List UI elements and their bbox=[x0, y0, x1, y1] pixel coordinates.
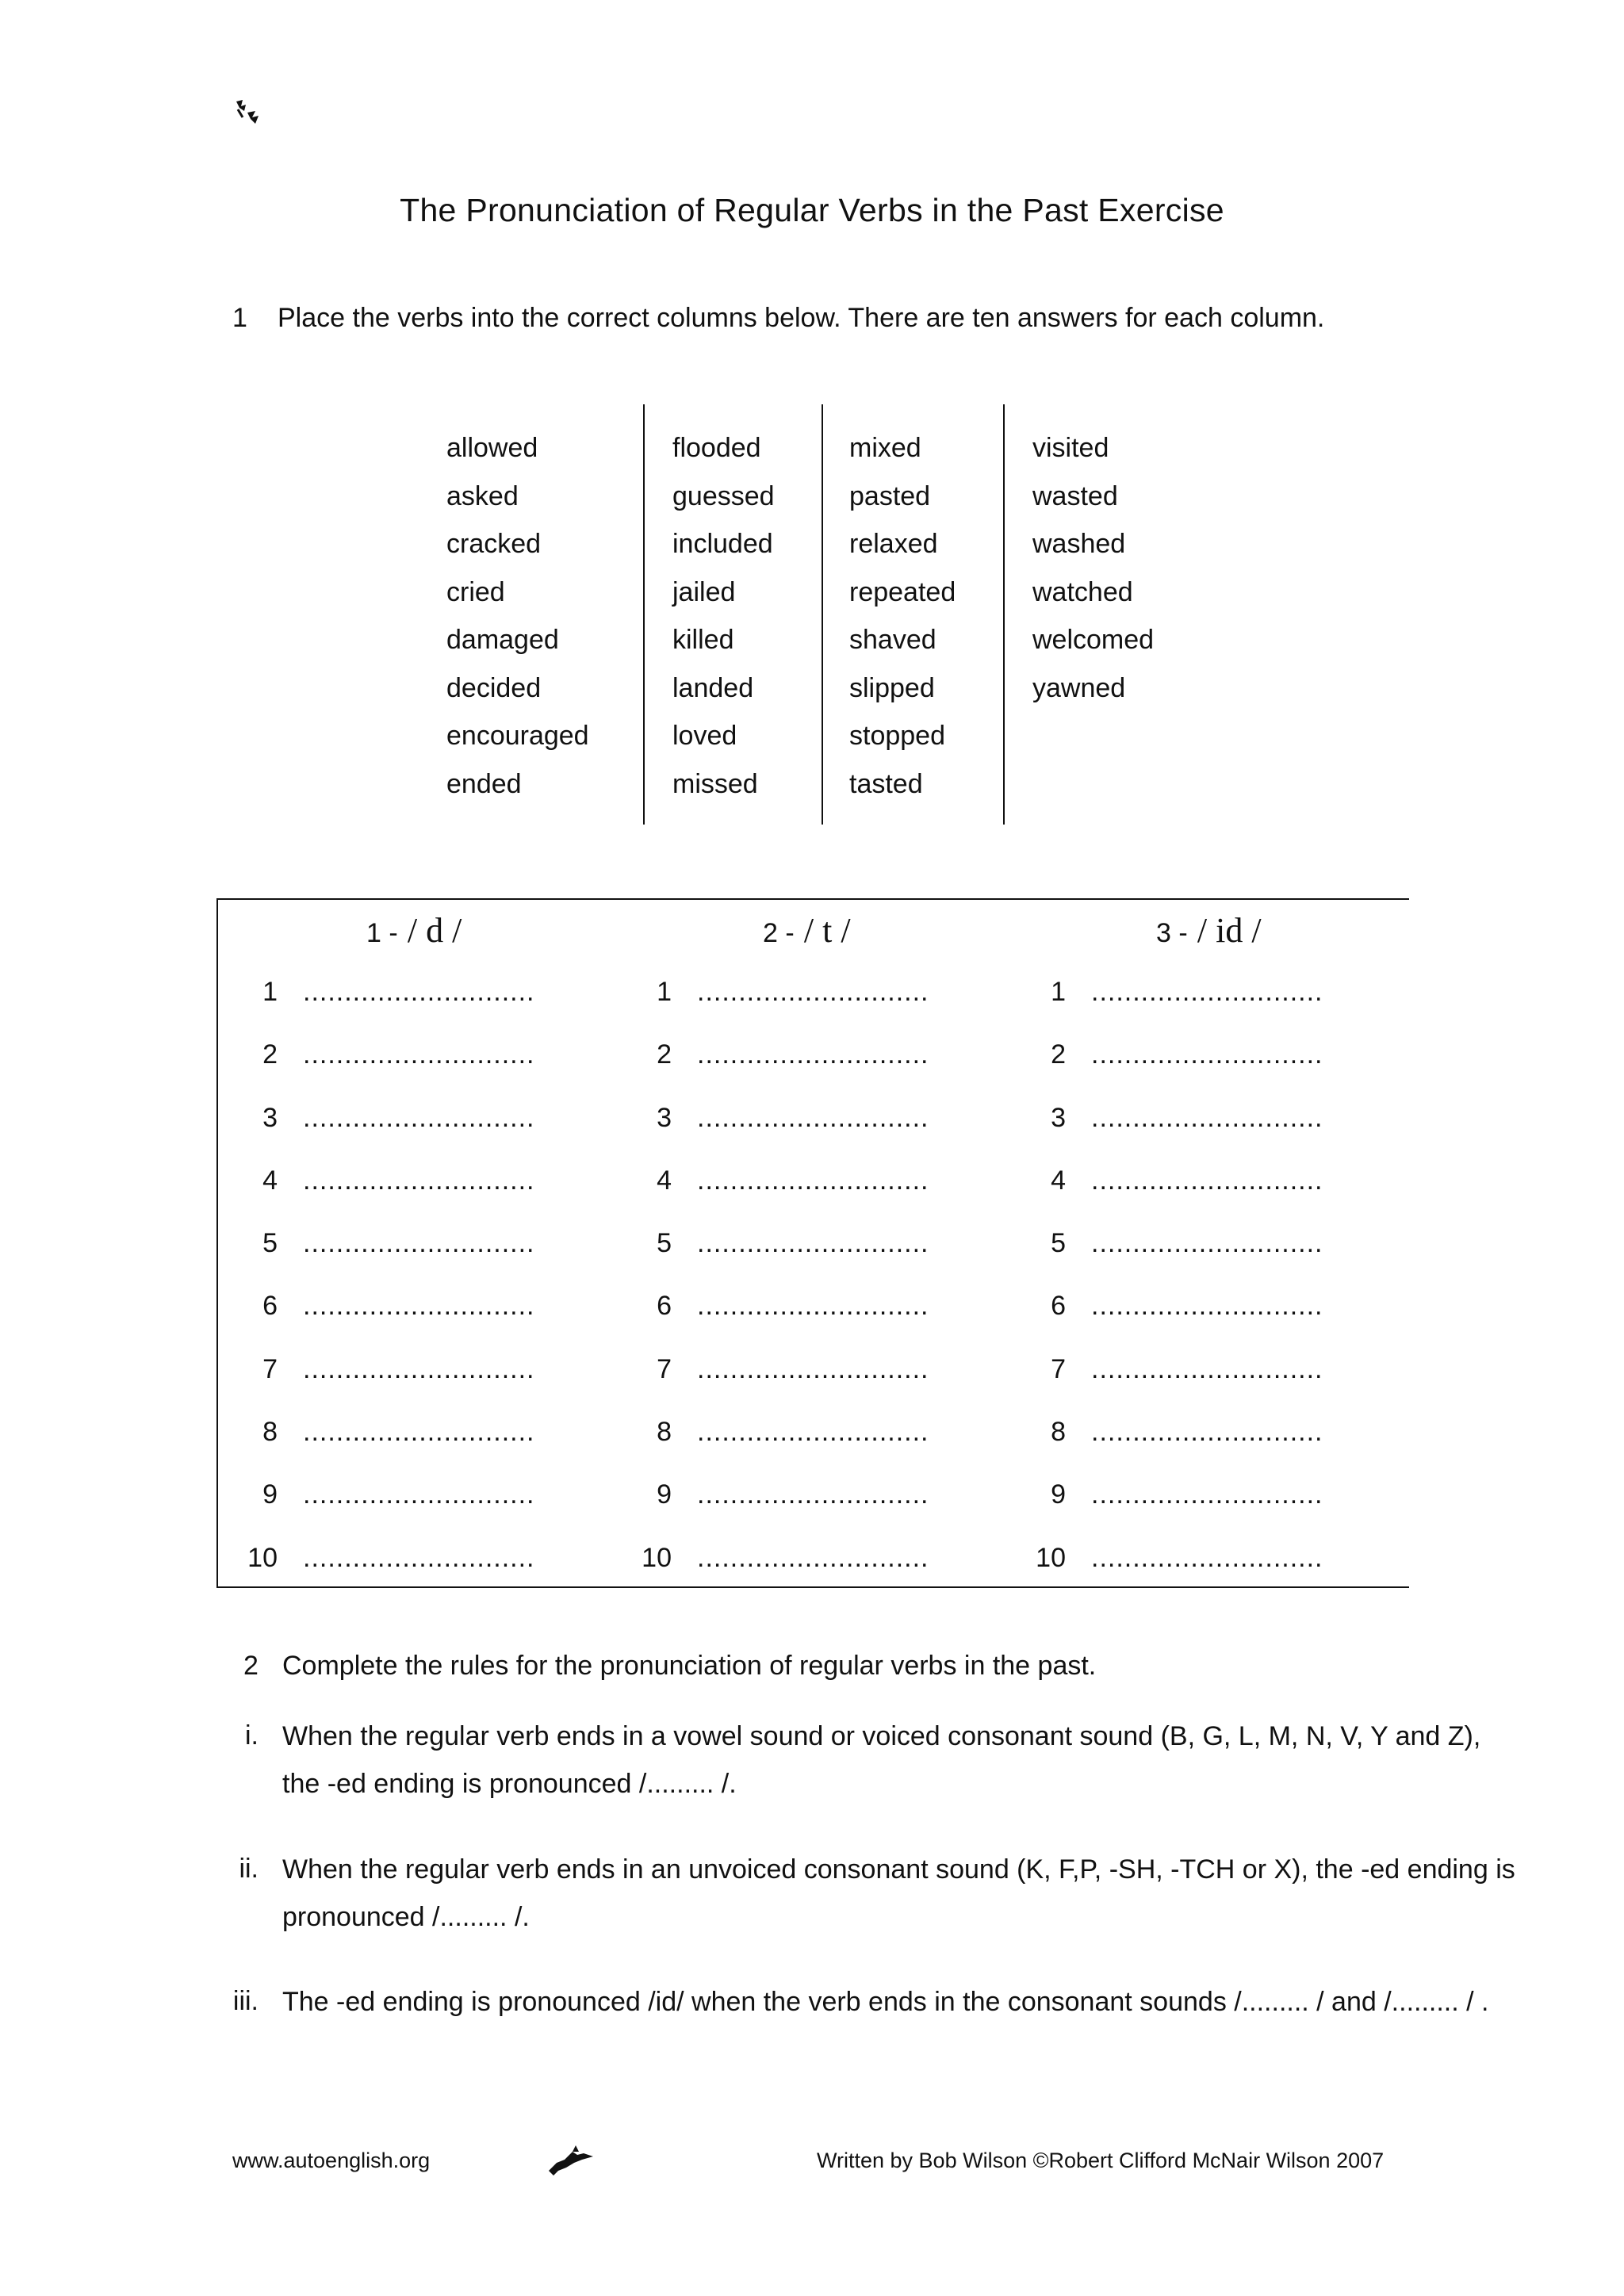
answer-row bbox=[634, 1228, 929, 1291]
answer-blank: ............................ bbox=[697, 1291, 929, 1322]
answer-row-number: 9 bbox=[262, 1479, 278, 1510]
answer-row bbox=[634, 1291, 929, 1353]
rule-text: When the regular verb ends in a vowel sound or voiced consonant sound (B, G, L, M, N, V, Y and Z), the -ed ending is pronounced /......... /. bbox=[282, 1721, 1481, 1799]
section-1-instruction: Place the verbs into the correct columns below. There are ten answers for each column. bbox=[278, 303, 1325, 333]
verb-item: damaged bbox=[446, 625, 559, 655]
answer-row-number: 6 bbox=[262, 1291, 278, 1322]
verb-item: flooded bbox=[672, 433, 761, 463]
column-header-sound: / t / bbox=[803, 911, 851, 950]
answer-row bbox=[1028, 1354, 1323, 1417]
answer-blank: ............................ bbox=[1091, 1291, 1323, 1322]
answer-blank: ............................ bbox=[1091, 1479, 1323, 1510]
answer-row bbox=[1028, 1039, 1323, 1102]
answer-blank: ............................ bbox=[1091, 1102, 1323, 1133]
column-divider bbox=[643, 404, 645, 825]
answer-row bbox=[634, 1543, 929, 1605]
answer-row bbox=[239, 1354, 535, 1417]
verb-item: shaved bbox=[849, 625, 936, 655]
answer-row bbox=[239, 1543, 535, 1605]
answer-row-number: 2 bbox=[262, 1039, 278, 1070]
answer-blank: ............................ bbox=[303, 1353, 535, 1384]
verb-item: cried bbox=[446, 576, 505, 607]
rule-numeral: i. bbox=[245, 1720, 259, 1751]
column-header-number: 1 - bbox=[366, 918, 398, 948]
rule-text: When the regular verb ends in an unvoiced consonant sound (K, F,P, -SH, -TCH or X), the -ed ending is pronounced /......... /. bbox=[282, 1854, 1515, 1932]
answer-row bbox=[239, 1417, 535, 1479]
verb-item: killed bbox=[672, 625, 734, 655]
rule-numeral: iii. bbox=[232, 1986, 259, 2016]
answer-row-number: 4 bbox=[657, 1165, 672, 1196]
verb-item: decided bbox=[446, 672, 542, 703]
answer-row-number: 5 bbox=[262, 1228, 278, 1259]
answer-row-number: 10 bbox=[642, 1542, 672, 1573]
verb-item: jailed bbox=[672, 576, 736, 607]
answer-blank: ............................ bbox=[1091, 977, 1323, 1007]
answer-row bbox=[239, 1291, 535, 1353]
answer-blank: ............................ bbox=[303, 1479, 535, 1510]
answer-row bbox=[1028, 1543, 1323, 1605]
answer-row bbox=[1028, 1103, 1323, 1165]
answer-row bbox=[239, 1165, 535, 1228]
answer-column-id bbox=[1028, 977, 1323, 1605]
verb-item: yawned bbox=[1032, 672, 1126, 703]
section-1-number: 1 bbox=[232, 303, 247, 333]
answer-blank: ............................ bbox=[697, 1165, 929, 1196]
answer-row-number: 10 bbox=[1036, 1542, 1066, 1573]
answer-blank: ............................ bbox=[697, 1228, 929, 1259]
answer-row-number: 8 bbox=[262, 1417, 278, 1448]
answer-row-number: 2 bbox=[657, 1039, 672, 1070]
answer-row-number: 1 bbox=[657, 977, 672, 1007]
answer-row-number: 4 bbox=[1051, 1165, 1066, 1196]
answer-row bbox=[634, 977, 929, 1039]
answer-blank: ............................ bbox=[697, 1417, 929, 1448]
page-title: The Pronunciation of Regular Verbs in the Past Exercise bbox=[400, 192, 1224, 228]
verb-column-1 bbox=[446, 424, 589, 808]
answer-row-number: 6 bbox=[657, 1291, 672, 1322]
answer-row bbox=[1028, 1165, 1323, 1228]
answer-blank: ............................ bbox=[697, 977, 929, 1007]
verb-item: slipped bbox=[849, 672, 935, 703]
verb-item: wasted bbox=[1032, 480, 1118, 511]
answer-row bbox=[1028, 977, 1323, 1039]
answer-blank: ............................ bbox=[1091, 1039, 1323, 1070]
answer-row bbox=[634, 1165, 929, 1228]
answer-blank: ............................ bbox=[1091, 1353, 1323, 1384]
column-divider bbox=[822, 404, 823, 825]
answer-row-number: 10 bbox=[247, 1542, 278, 1573]
verb-item: repeated bbox=[849, 576, 956, 607]
verb-column-2 bbox=[672, 424, 775, 808]
column-header-id bbox=[1156, 910, 1262, 951]
verb-item: loved bbox=[672, 721, 737, 751]
answer-row-number: 3 bbox=[1051, 1102, 1066, 1133]
answer-blank: ............................ bbox=[303, 1102, 535, 1133]
answer-row bbox=[634, 1479, 929, 1542]
answer-row bbox=[634, 1354, 929, 1417]
verb-item: welcomed bbox=[1032, 625, 1155, 655]
answer-blank: ............................ bbox=[697, 1542, 929, 1573]
answer-row-number: 8 bbox=[657, 1417, 672, 1448]
section-2-number: 2 bbox=[243, 1651, 259, 1681]
answer-row-number: 4 bbox=[262, 1165, 278, 1196]
answer-row bbox=[239, 1103, 535, 1165]
bird-logo-icon bbox=[546, 2139, 596, 2177]
answer-row bbox=[239, 977, 535, 1039]
answer-blank: ............................ bbox=[303, 1039, 535, 1070]
answer-row-number: 9 bbox=[1051, 1479, 1066, 1510]
column-header-d bbox=[366, 910, 462, 951]
answer-row bbox=[634, 1103, 929, 1165]
answer-blank: ............................ bbox=[303, 1542, 535, 1573]
answer-blank: ............................ bbox=[303, 1291, 535, 1322]
column-header-number: 2 - bbox=[763, 918, 795, 948]
answer-row bbox=[239, 1228, 535, 1291]
answer-blank: ............................ bbox=[303, 1165, 535, 1196]
verb-item: cracked bbox=[446, 529, 542, 559]
verb-item: watched bbox=[1032, 576, 1133, 607]
answer-row bbox=[239, 1039, 535, 1102]
answer-row bbox=[634, 1417, 929, 1479]
verb-item: encouraged bbox=[446, 721, 589, 751]
answer-blank: ............................ bbox=[303, 977, 535, 1007]
answer-row-number: 9 bbox=[657, 1479, 672, 1510]
answer-row-number: 6 bbox=[1051, 1291, 1066, 1322]
verb-column-3 bbox=[849, 424, 956, 808]
birds-logo-icon bbox=[232, 94, 270, 132]
answer-blank: ............................ bbox=[303, 1228, 535, 1259]
column-divider bbox=[1003, 404, 1005, 825]
answer-row-number: 3 bbox=[657, 1102, 672, 1133]
verb-column-4 bbox=[1032, 424, 1154, 712]
answer-row-number: 2 bbox=[1051, 1039, 1066, 1070]
answer-blank: ............................ bbox=[303, 1417, 535, 1448]
footer-credit: Written by Bob Wilson ©Robert Clifford McNair Wilson 2007 bbox=[817, 2149, 1385, 2172]
answer-row-number: 7 bbox=[262, 1353, 278, 1384]
verb-item: missed bbox=[672, 768, 758, 799]
column-header-sound: / d / bbox=[407, 911, 462, 950]
answer-row-number: 5 bbox=[657, 1228, 672, 1259]
answer-row-number: 7 bbox=[657, 1353, 672, 1384]
verb-item: visited bbox=[1032, 433, 1109, 463]
answer-row-number: 7 bbox=[1051, 1353, 1066, 1384]
answer-blank: ............................ bbox=[697, 1479, 929, 1510]
rule-numeral: ii. bbox=[239, 1854, 259, 1884]
answer-blank: ............................ bbox=[1091, 1165, 1323, 1196]
answer-blank: ............................ bbox=[697, 1353, 929, 1384]
answer-row-number: 1 bbox=[1051, 977, 1066, 1007]
answer-row bbox=[1028, 1479, 1323, 1542]
answer-blank: ............................ bbox=[697, 1039, 929, 1070]
answer-row-number: 3 bbox=[262, 1102, 278, 1133]
verb-item: mixed bbox=[849, 433, 921, 463]
footer-website: www.autoenglish.org bbox=[232, 2149, 431, 2172]
answer-blank: ............................ bbox=[1091, 1228, 1323, 1259]
verb-item: tasted bbox=[849, 768, 923, 799]
verb-item: included bbox=[672, 529, 773, 559]
verb-item: landed bbox=[672, 672, 754, 703]
answer-blank: ............................ bbox=[1091, 1542, 1323, 1573]
verb-item: stopped bbox=[849, 721, 945, 751]
verb-item: relaxed bbox=[849, 529, 938, 559]
verb-item: ended bbox=[446, 768, 522, 799]
answer-row bbox=[239, 1479, 535, 1542]
answer-row-number: 8 bbox=[1051, 1417, 1066, 1448]
answer-row bbox=[1028, 1228, 1323, 1291]
answer-row-number: 1 bbox=[262, 977, 278, 1007]
verb-item: allowed bbox=[446, 433, 538, 463]
answer-row bbox=[634, 1039, 929, 1102]
answer-column-t bbox=[634, 977, 929, 1605]
answer-column-d bbox=[239, 977, 535, 1605]
column-header-number: 3 - bbox=[1156, 918, 1188, 948]
answer-row-number: 5 bbox=[1051, 1228, 1066, 1259]
verb-item: washed bbox=[1032, 529, 1126, 559]
section-2-instruction: Complete the rules for the pronunciation of regular verbs in the past. bbox=[282, 1651, 1097, 1681]
answer-row bbox=[1028, 1417, 1323, 1479]
column-header-sound: / id / bbox=[1197, 911, 1262, 950]
rule-text: The -ed ending is pronounced /id/ when the verb ends in the consonant sounds /......... / and /......... / . bbox=[282, 1987, 1489, 2017]
answer-blank: ............................ bbox=[697, 1102, 929, 1133]
answer-row bbox=[1028, 1291, 1323, 1353]
verb-item: asked bbox=[446, 480, 519, 511]
column-header-t bbox=[763, 910, 851, 951]
verb-item: pasted bbox=[849, 480, 931, 511]
answer-blank: ............................ bbox=[1091, 1417, 1323, 1448]
verb-item: guessed bbox=[672, 480, 775, 511]
